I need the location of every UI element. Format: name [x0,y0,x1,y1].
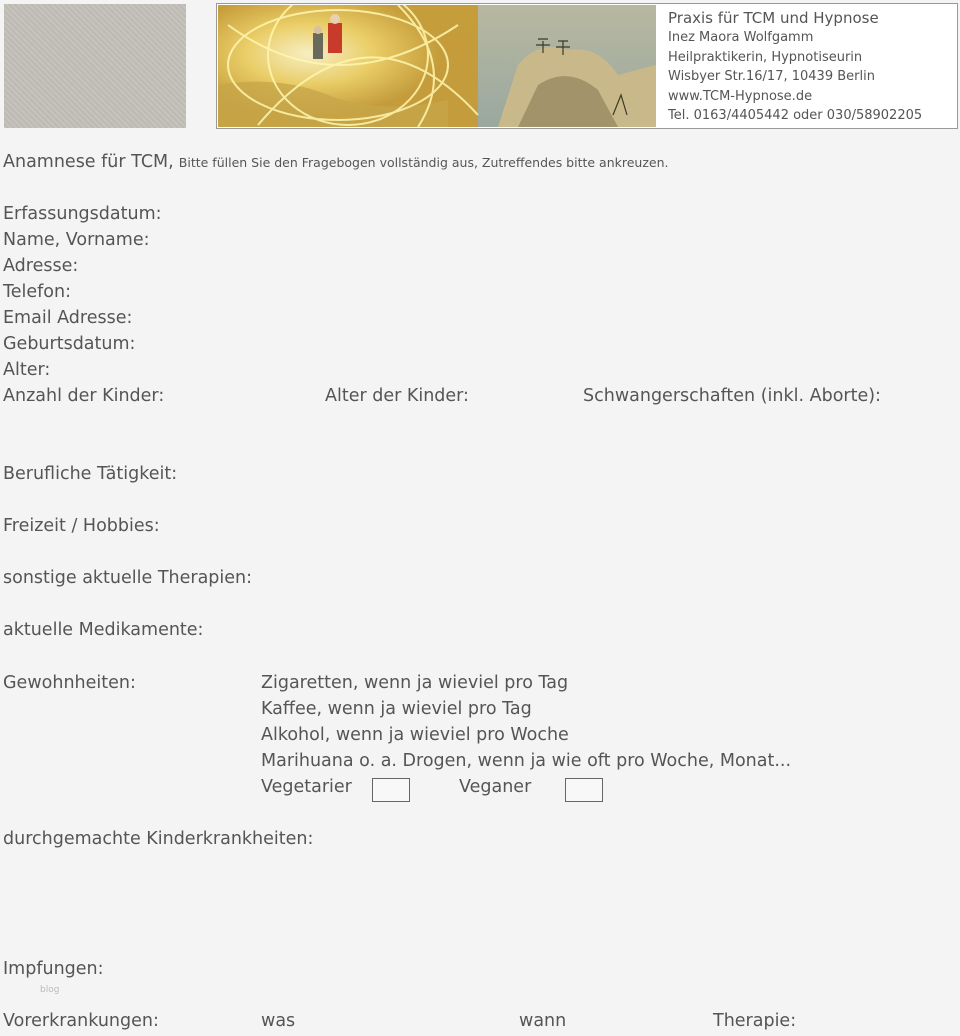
label-telefon: Telefon: [3,282,71,302]
label-anzahl-kinder: Anzahl der Kinder: [3,386,165,406]
habit-drogen: Marihuana o. a. Drogen, wenn ja wie oft pro Woche, Monat... [261,751,792,771]
label-geburtsdatum: Geburtsdatum: [3,334,136,354]
label-alter-kinder: Alter der Kinder: [325,386,469,406]
habit-zigaretten: Zigaretten, wenn ja wieviel pro Tag [261,673,569,693]
habit-alkohol: Alkohol, wenn ja wieviel pro Woche [261,725,569,745]
label-schwangerschaften: Schwangerschaften (inkl. Aborte): [583,386,881,406]
label-medikamente: aktuelle Medikamente: [3,620,204,640]
label-vegetarier: Vegetarier [261,777,352,797]
form-title: Anamnese für TCM, [3,152,174,172]
header-painting [218,5,656,127]
label-wann: wann [519,1011,567,1031]
label-name: Name, Vorname: [3,230,150,250]
practice-contact [668,8,922,126]
label-therapie: Therapie: [713,1011,797,1031]
label-email: Email Adresse: [3,308,133,328]
form-instructions: Bitte füllen Sie den Fragebogen vollständig aus, Zutreffendes bitte ankreuzen. [178,155,669,170]
habit-kaffee: Kaffee, wenn ja wieviel pro Tag [261,699,532,719]
practice-address: Wisbyer Str.16/17, 10439 Berlin [668,69,875,84]
label-erfassungsdatum: Erfassungsdatum: [3,204,162,224]
label-alter: Alter: [3,360,51,380]
label-was: was [261,1011,296,1031]
label-gewohnheiten: Gewohnheiten: [3,673,136,693]
logo-placeholder [4,4,186,128]
label-kinderkrankheiten: durchgemachte Kinderkrankheiten: [3,829,314,849]
label-vorerkrankungen: Vorerkrankungen: [3,1011,159,1031]
header-banner [216,3,958,129]
practitioner-name: Inez Maora Wolfgamm [668,30,814,45]
practice-phone: Tel. 0163/4405442 oder 030/58902205 [668,108,923,123]
label-beruf: Berufliche Tätigkeit: [3,464,178,484]
label-impfungen: Impfungen: [3,959,104,979]
vegetarier-checkbox[interactable] [372,778,410,802]
watermark-text: blog [40,985,60,995]
practitioner-title: Heilpraktikerin, Hypnotiseurin [668,49,863,65]
label-therapien: sonstige aktuelle Therapien: [3,568,253,588]
label-freizeit: Freizeit / Hobbies: [3,516,160,536]
practice-website[interactable]: www.TCM-Hypnose.de [668,88,813,104]
veganer-checkbox[interactable] [565,778,603,802]
intro-line [3,152,669,172]
practice-name: Praxis für TCM und Hypnose [668,9,879,27]
label-adresse: Adresse: [3,256,79,276]
label-veganer: Veganer [459,777,532,797]
